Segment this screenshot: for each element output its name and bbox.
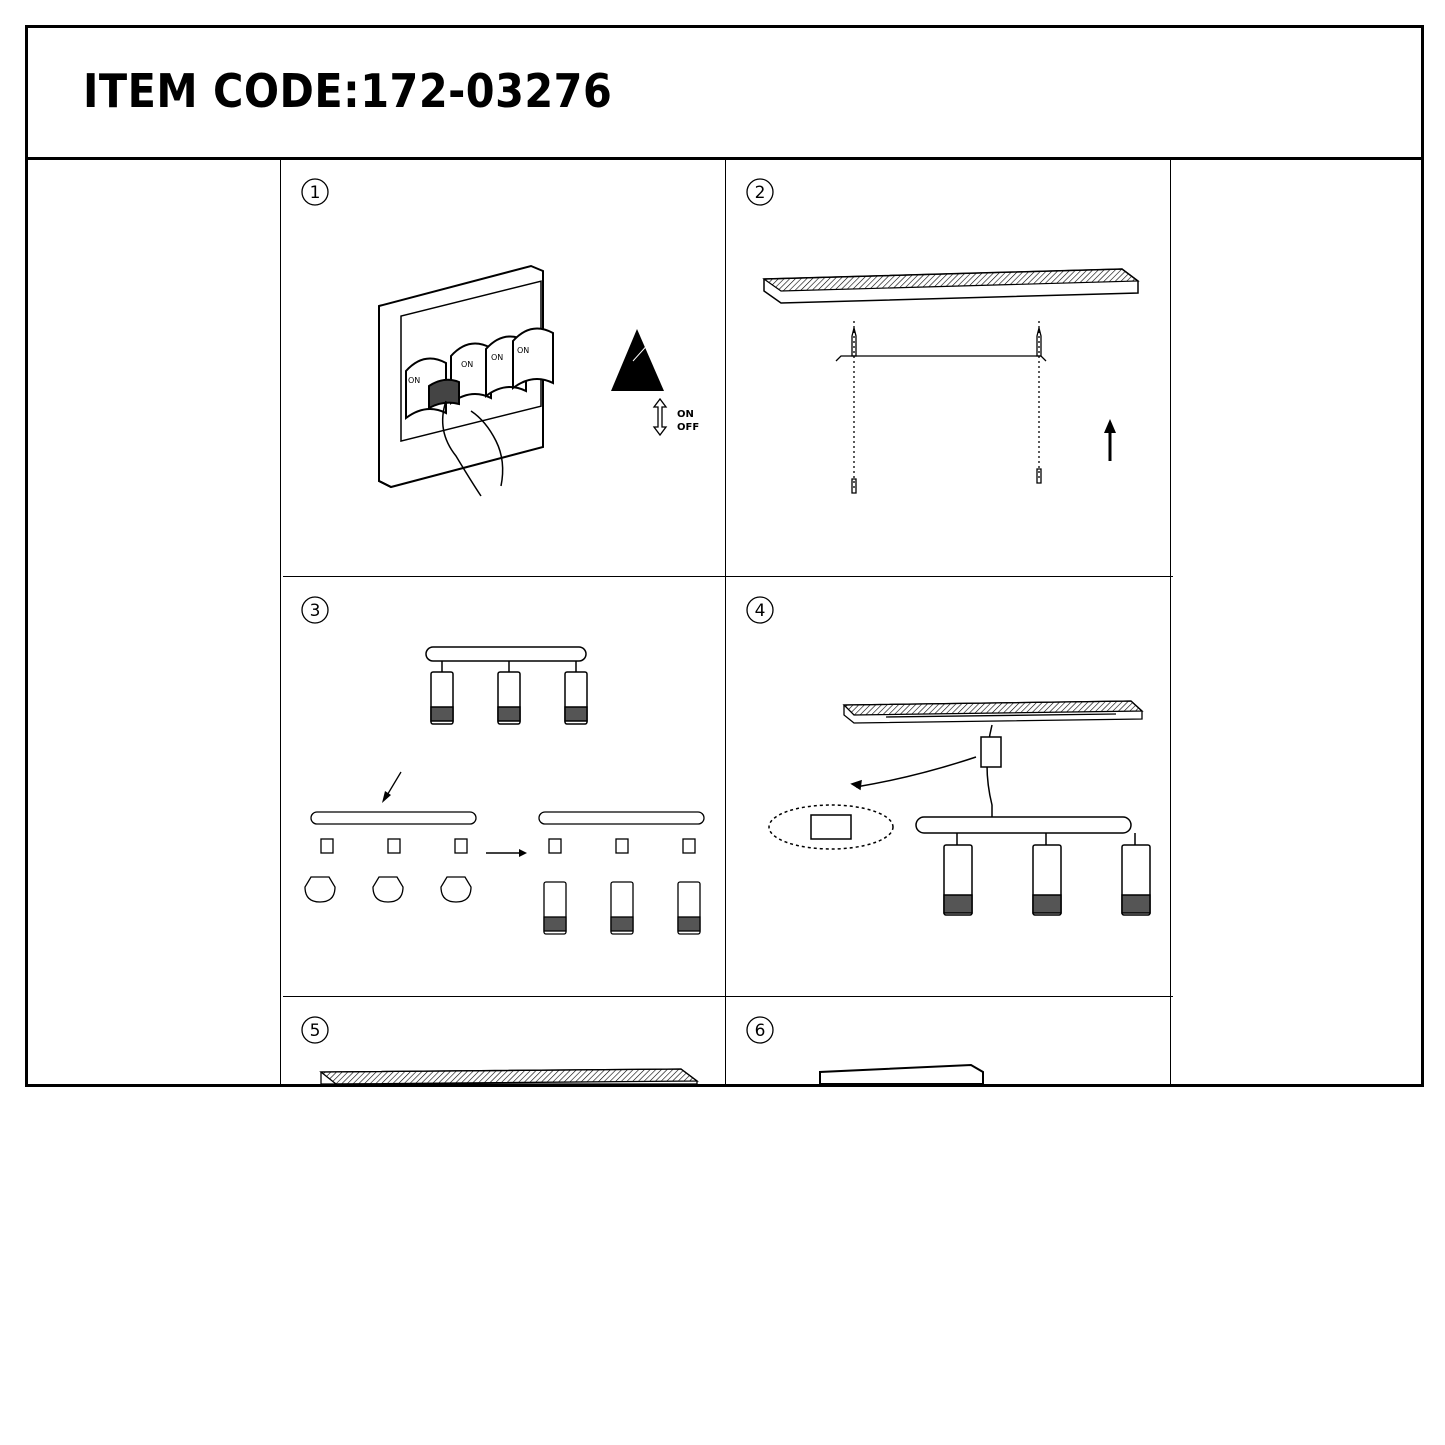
svg-text:4: 4: [754, 601, 766, 621]
arrow-on-label: ON: [677, 409, 694, 420]
step-number-2: [747, 179, 773, 205]
ceiling-illustration: [764, 269, 1138, 303]
switch-panel-illustration: [379, 266, 553, 496]
header-bar: [28, 28, 1421, 160]
step-3-panel: [281, 577, 725, 996]
svg-text:3: 3: [309, 601, 321, 621]
svg-text:5: 5: [309, 1021, 321, 1041]
step-1-panel: [281, 161, 725, 576]
step-number-5: [302, 1017, 328, 1043]
up-arrow-icon: [1104, 419, 1116, 461]
grid-line: [1170, 160, 1171, 1084]
on-off-arrow-icon: [654, 399, 666, 435]
step-number-1: [302, 179, 328, 205]
switch-panel-illustration: [820, 1065, 983, 1084]
switch-on-label: ON: [408, 376, 421, 385]
mounting-bracket: [836, 321, 1046, 493]
bulb-removal-illustration: [305, 812, 476, 902]
ceiling-illustration: [321, 1069, 697, 1084]
diagonal-arrow-icon: [382, 772, 401, 803]
shade-installation-illustration: [539, 812, 704, 934]
svg-text:6: 6: [754, 1021, 766, 1041]
step-6-panel: [726, 997, 1170, 1084]
instruction-sheet: [25, 25, 1424, 1087]
warning-triangle-icon: [611, 329, 664, 391]
svg-text:2: 2: [754, 183, 766, 203]
step-5-panel: [281, 997, 725, 1084]
step-number-6: [747, 1017, 773, 1043]
switch-on-label: ON: [491, 353, 504, 362]
ceiling-with-bracket: [844, 701, 1142, 723]
step-number-3: [302, 597, 328, 623]
step-2-panel: [726, 161, 1170, 576]
switch-on-label: ON: [461, 360, 474, 369]
switch-on-label: ON: [517, 346, 530, 355]
step-number-4: [747, 597, 773, 623]
arrow-off-label: OFF: [677, 422, 700, 433]
svg-text:1: 1: [309, 183, 321, 203]
item-code-title: ITEM CODE:172-03276: [83, 64, 613, 118]
step-4-panel: [726, 577, 1170, 996]
right-arrow-icon: [486, 849, 527, 857]
spotlight-fixture: [916, 817, 1150, 915]
spotlight-fixture: [426, 647, 587, 724]
